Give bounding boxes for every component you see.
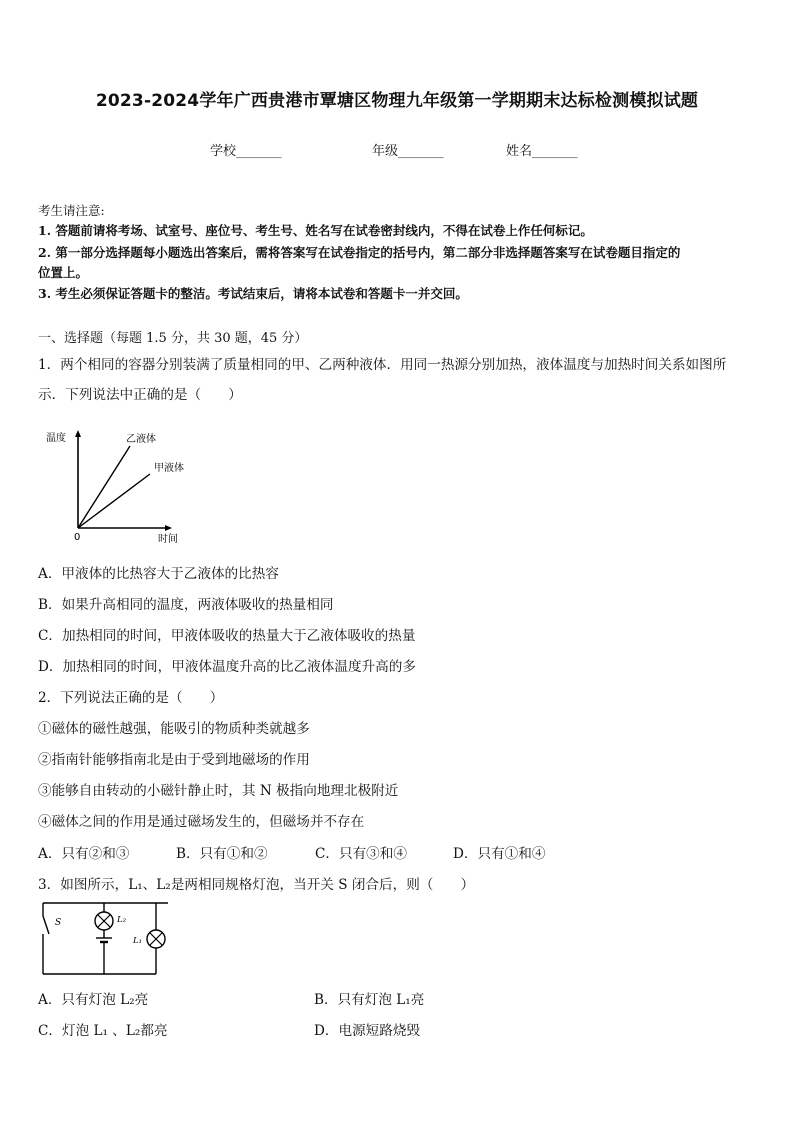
section-heading: 一、选择题（每题 1.5 分，共 30 题，45 分）	[38, 331, 308, 346]
notice-item: 位置上。	[38, 265, 89, 280]
school-field: 学校_______	[210, 144, 282, 159]
question-2-stem: 2．下列说法正确的是（ ）	[38, 690, 224, 706]
q2-option-c: C．只有③和④	[315, 846, 407, 862]
notice-item: 1. 答题前请将考场、试室号、座位号、考生号、姓名写在试卷密封线内，不得在试卷上作任何标记。	[38, 223, 593, 238]
q2-statement: ②指南针能够指南北是由于受到地磁场的作用	[38, 752, 310, 768]
q2-option-b: B．只有①和②	[176, 846, 268, 862]
grade-field: 年级_______	[372, 144, 444, 159]
notice-heading: 考生请注意:	[38, 203, 105, 218]
line-jia-label: 甲液体	[154, 463, 184, 474]
circuit-diagram	[38, 900, 173, 980]
question-1-stem-cont: 示．下列说法中正确的是（ ）	[38, 387, 242, 403]
q2-statement: ④磁体之间的作用是通过磁场发生的，但磁场并不存在	[38, 814, 365, 830]
q1-option-c: C．加热相同的时间，甲液体吸收的热量大于乙液体吸收的热量	[38, 628, 416, 644]
notice-item: 2. 第一部分选择题每小题选出答案后，需将答案写在试卷指定的括号内，第二部分非选择题答案写在试卷题目指定的	[38, 245, 681, 260]
x-axis-arrow	[165, 525, 172, 531]
line-jia	[78, 474, 150, 528]
y-axis-label: 温度	[46, 433, 66, 444]
q3-option-b: B．只有灯泡 L₁亮	[314, 992, 425, 1008]
q3-option-a: A．只有灯泡 L₂亮	[38, 992, 149, 1008]
lamp-l2-label: L₂	[117, 915, 127, 925]
switch-s	[43, 916, 49, 934]
exam-title: 2023-2024学年广西贵港市覃塘区物理九年级第一学期期末达标检测模拟试题	[95, 91, 699, 111]
q2-option-d: D．只有①和④	[453, 846, 546, 862]
question-1-stem: 1．两个相同的容器分别装满了质量相同的甲、乙两种液体．用同一热源分别加热，液体温度与加热时间关系如图所	[38, 357, 727, 373]
line-yi	[78, 446, 130, 528]
q3-option-c: C．灯泡 L₁ 、L₂都亮	[38, 1023, 168, 1039]
q1-option-b: B．如果升高相同的温度，两液体吸收的热量相同	[38, 597, 334, 613]
q1-option-a: A．甲液体的比热容大于乙液体的比热容	[38, 566, 279, 582]
q1-option-d: D．加热相同的时间，甲液体温度升高的比乙液体温度升高的多	[38, 659, 416, 675]
name-field: 姓名_______	[506, 144, 578, 159]
line-yi-label: 乙液体	[126, 434, 156, 445]
temperature-time-graph	[40, 424, 200, 546]
question-3-stem: 3．如图所示，L₁、L₂是两相同规格灯泡，当开关 S 闭合后，则（ ）	[38, 877, 475, 893]
origin-label: 0	[74, 532, 81, 543]
notice-item: 3. 考生必须保证答题卡的整洁。考试结束后，请将本试卷和答题卡一并交回。	[38, 286, 468, 301]
q2-option-a: A．只有②和③	[38, 846, 130, 862]
q3-option-d: D．电源短路烧毁	[314, 1023, 421, 1039]
switch-label: S	[55, 918, 62, 928]
q2-statement: ①磁体的磁性越强，能吸引的物质种类就越多	[38, 721, 310, 737]
y-axis-arrow	[75, 430, 81, 437]
lamp-l1-label: L₁	[133, 936, 143, 946]
q2-statement: ③能够自由转动的小磁针静止时，其 N 极指向地理北极附近	[38, 783, 399, 799]
x-axis-label: 时间	[158, 534, 178, 545]
